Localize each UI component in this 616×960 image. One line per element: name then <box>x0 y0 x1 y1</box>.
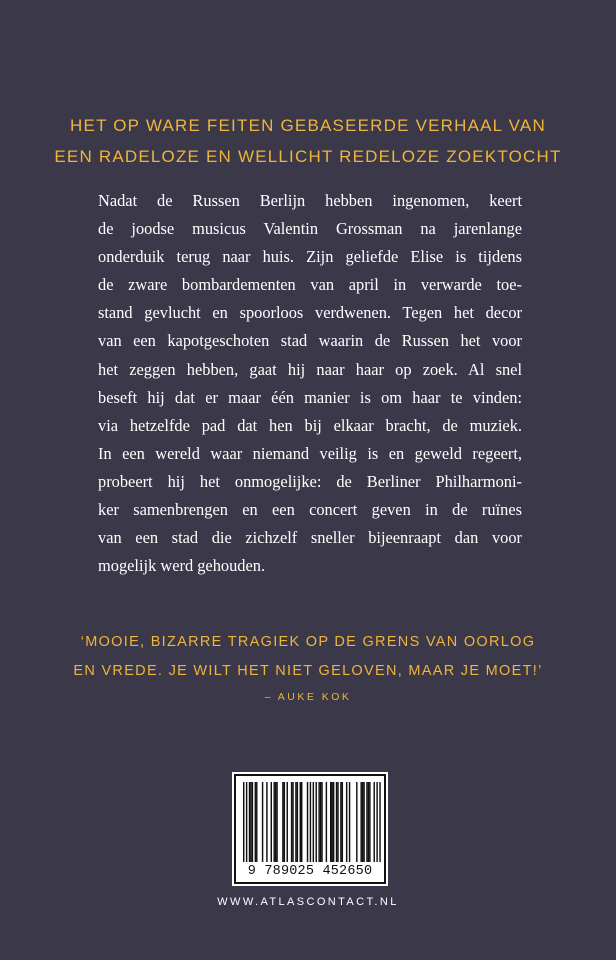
barcode-bar <box>282 782 283 862</box>
blurb-line: ker samenbrengen en een concert geven in de ruïnes <box>98 500 522 520</box>
headline-line-1: HET OP WARE FEITEN GEBASEERDE VERHAAL VAN <box>70 116 546 135</box>
barcode-bar <box>310 782 311 862</box>
barcode-bar <box>374 782 375 862</box>
blurb-line: stand gevlucht en spoorloos verdwenen. Tegen het decor <box>98 303 522 323</box>
barcode-bar <box>318 782 319 862</box>
barcode-bar <box>252 782 253 862</box>
barcode-bar <box>330 782 331 862</box>
barcode-bar <box>249 782 250 862</box>
barcode-bar <box>342 782 343 862</box>
isbn-number: 9 789025 452650 <box>247 864 373 879</box>
blurb-line: de zware bombardementen van april in verwarde toe- <box>98 275 522 295</box>
barcode-bar <box>307 782 308 862</box>
barcode-bar <box>349 782 350 862</box>
barcode-bar <box>255 782 256 862</box>
barcode-bar <box>284 782 285 862</box>
barcode-bar <box>256 782 257 862</box>
barcode-bar <box>297 782 298 862</box>
barcode-bar <box>321 782 322 862</box>
barcode-bar <box>266 782 267 862</box>
publisher-website: WWW.ATLASCONTACT.NL <box>217 896 399 908</box>
barcode-bar <box>250 782 251 862</box>
blurb-line: van een stad die zichzelf sneller bijeenraapt dan voor <box>98 528 522 548</box>
barcode-bar <box>271 782 272 862</box>
quote-line-2: EN VREDE. JE WILT HET NIET GELOVEN, MAAR JE MOET!’ <box>73 663 543 679</box>
blurb-line: beseft hij dat er maar één manier is om haar te vinden: <box>98 387 522 407</box>
barcode-bar <box>376 782 377 862</box>
barcode-bar <box>331 782 332 862</box>
blurb <box>98 187 522 580</box>
blurb-line: de joodse musicus Valentin Grossman na jarenlange <box>98 219 522 239</box>
isbn-barcode <box>232 772 388 886</box>
barcode-bar <box>301 782 302 862</box>
blurb-line: mogelijk werd gehouden. <box>98 556 266 576</box>
barcode-bar <box>326 782 327 862</box>
quote-line-1: ‘MOOIE, BIZARRE TRAGIEK OP DE GRENS VAN OORLOG <box>80 634 536 650</box>
barcode-bar <box>291 782 292 862</box>
headline <box>0 110 616 172</box>
blurb-line: In een wereld waar niemand veilig is en geweld regeert, <box>98 443 522 463</box>
barcode-bar <box>360 782 361 862</box>
barcode-bar <box>337 782 338 862</box>
headline-line-2: EEN RADELOZE EN WELLICHT REDELOZE ZOEKTOCHT <box>54 147 562 166</box>
blurb-line: Nadat de Russen Berlijn hebben ingenomen, keert <box>98 191 522 210</box>
barcode-bar <box>300 782 301 862</box>
barcode-bar <box>356 782 357 862</box>
barcode-bar <box>292 782 293 862</box>
barcode-bar <box>333 782 334 862</box>
blurb-line: probeert hij het onmogelijke: de Berliner Philharmoni- <box>98 471 522 491</box>
blurb-line: via hetzelfde pad dat hen bij elkaar bracht, de muziek. <box>98 415 522 435</box>
barcode-bar <box>336 782 337 862</box>
blurb-line: onderduik terug naar huis. Zijn geliefde Elise is tijdens <box>98 247 522 267</box>
blurb-line: van een kapotgeschoten stad waarin de Russen het voor <box>98 331 522 351</box>
barcode-bar <box>366 782 367 862</box>
blurb-line: het zeggen hebben, gaat hij naar haar op zoek. Al snel <box>98 359 522 379</box>
barcode-bar <box>295 782 296 862</box>
barcode-bar <box>340 782 341 862</box>
barcode-bar <box>320 782 321 862</box>
barcode-bar <box>313 782 314 862</box>
barcode-bar <box>362 782 363 862</box>
barcode-bar <box>287 782 288 862</box>
barcode-bar <box>262 782 263 862</box>
barcode-bar <box>275 782 276 862</box>
barcode-bar <box>369 782 370 862</box>
barcode-bar <box>346 782 347 862</box>
barcode-bar <box>273 782 274 862</box>
barcode-bar <box>363 782 364 862</box>
review-quote <box>0 628 616 686</box>
barcode-bar <box>276 782 277 862</box>
barcode-bar <box>368 782 369 862</box>
barcode-bar <box>246 782 247 862</box>
barcode-bar <box>316 782 317 862</box>
quote-attribution: – AUKE KOK <box>264 691 352 703</box>
barcode-bar <box>243 782 244 862</box>
barcode-bar <box>379 782 380 862</box>
